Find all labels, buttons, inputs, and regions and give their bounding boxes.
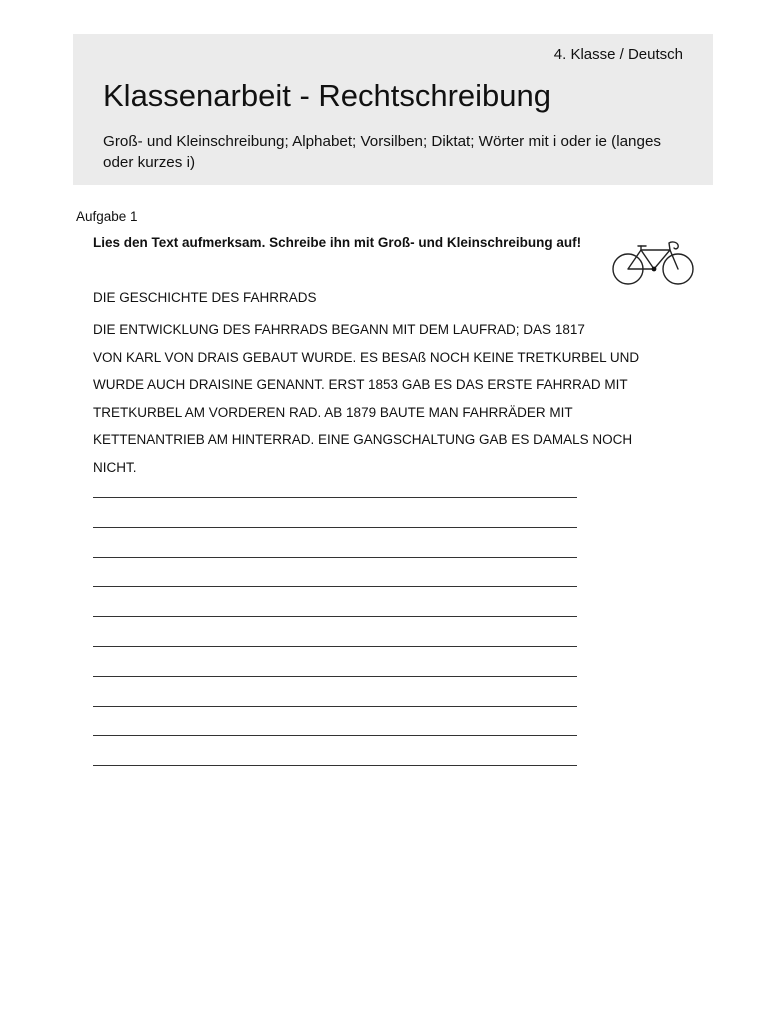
task-number: Aufgabe 1 — [76, 209, 138, 224]
writing-line — [93, 616, 577, 617]
writing-line — [93, 706, 577, 707]
writing-line — [93, 765, 577, 766]
writing-line — [93, 646, 577, 647]
header-box — [73, 34, 713, 185]
text-line: KETTENANTRIEB AM HINTERRAD. EINE GANGSCHALTUNG GAB ES DAMALS NOCH — [93, 432, 633, 447]
text-heading: DIE GESCHICHTE DES FAHRRADS — [93, 290, 317, 305]
writing-line — [93, 497, 577, 498]
writing-lines — [93, 497, 577, 795]
text-line: NICHT. — [93, 459, 137, 475]
text-line: TRETKURBEL AM VORDEREN RAD. AB 1879 BAUTE MAN FAHRRÄDER MIT — [93, 404, 573, 420]
writing-line — [93, 586, 577, 587]
bicycle-icon — [608, 236, 698, 290]
dictation-text — [93, 316, 693, 481]
task-instruction: Lies den Text aufmerksam. Schreibe ihn mit Groß- und Kleinschreibung auf! — [93, 235, 582, 250]
writing-line — [93, 676, 577, 677]
text-line: VON KARL VON DRAIS GEBAUT WURDE. ES BESAß NOCH KEINE TRETKURBEL UND — [93, 349, 640, 365]
writing-line — [93, 557, 577, 558]
text-line: DIE ENTWICKLUNG DES FAHRRADS BEGANN MIT DEM LAUFRAD; DAS 1817 — [93, 322, 585, 337]
topics-subtitle: Groß- und Kleinschreibung; Alphabet; Vorsilben; Diktat; Wörter mit i oder ie (langes oder kurzes i) — [103, 133, 661, 171]
text-line: WURDE AUCH DRAISINE GENANNT. ERST 1853 GAB ES DAS ERSTE FAHRRAD MIT — [93, 377, 628, 392]
writing-line — [93, 527, 577, 528]
page-title: Klassenarbeit - Rechtschreibung — [103, 78, 552, 113]
grade-subject-label: 4. Klasse / Deutsch — [553, 46, 683, 63]
writing-line — [93, 735, 577, 736]
